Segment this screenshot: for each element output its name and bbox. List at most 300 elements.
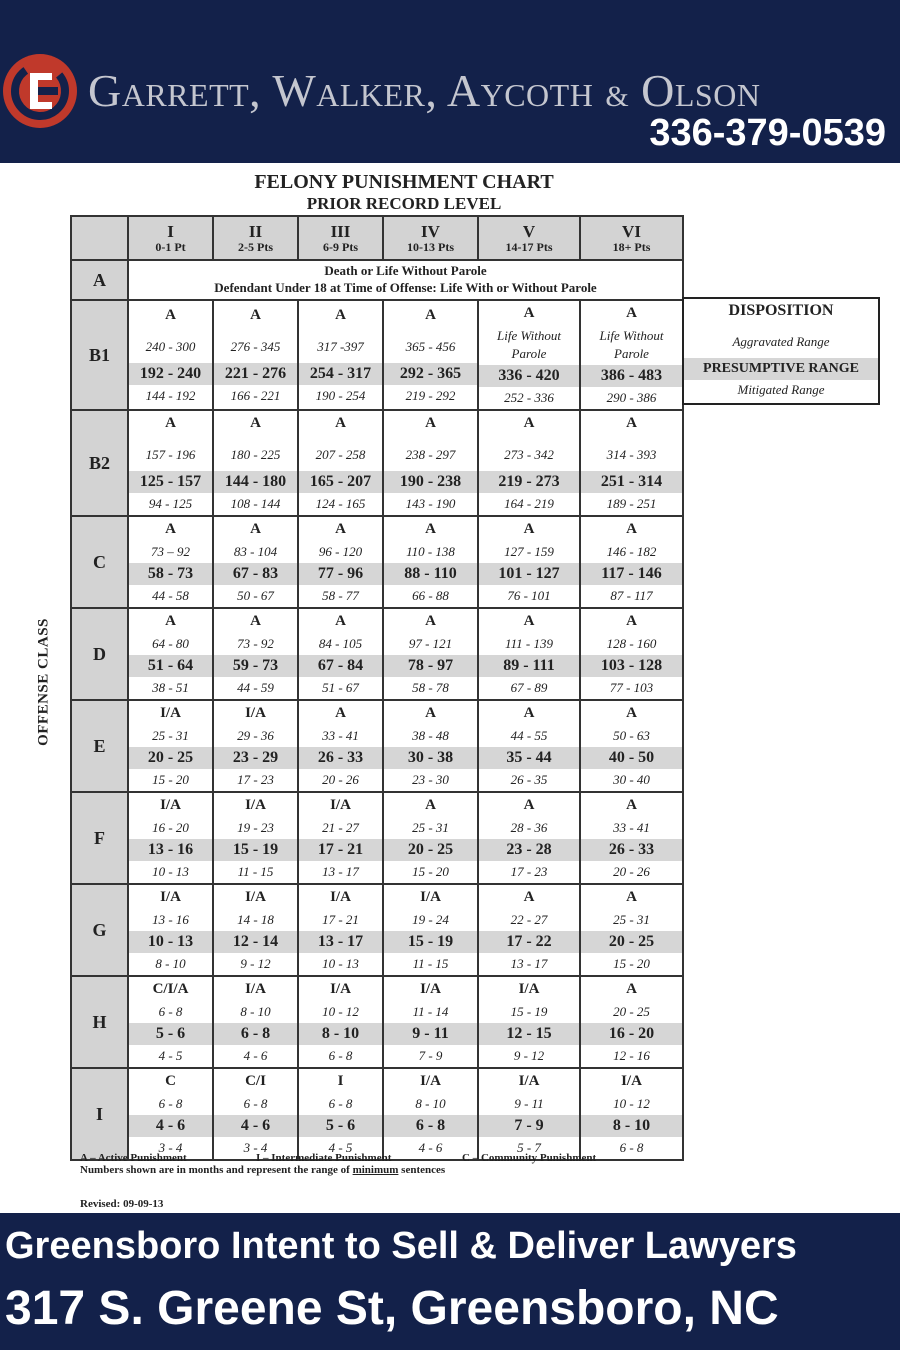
mitigated-range: 20 - 26 [322,772,359,787]
grid-cell [213,884,298,976]
grid-cell [298,700,383,792]
disposition-code: A [425,797,436,813]
offense-row [71,700,683,792]
disposition-code: A [425,307,436,323]
punishment-legend [80,1152,596,1176]
disposition-code: I/A [621,1073,642,1089]
aggravated-range: 44 - 55 [510,728,548,743]
grid-cell [478,516,580,608]
legend-note: Numbers shown are in months and represent the range of minimum sentences [80,1164,446,1176]
grid-cell [128,516,213,608]
life-without-parole [581,325,682,365]
mitigated-range: 5 - 7 [517,1140,541,1155]
firm-name: Garrett, Walker, Aycoth & Olson [88,65,761,116]
aggravated-range: 238 - 297 [405,447,456,462]
chart-title: FELONY PUNISHMENT CHART [254,171,554,193]
mitigated-range: 15 - 20 [613,956,650,971]
offense-row [71,608,683,700]
grid-cell [478,700,580,792]
disposition-code: A [335,705,346,721]
disposition-code: A [165,613,176,629]
legend-intermediate: I – Intermediate Punishment [256,1152,392,1164]
disposition-code: A [523,521,535,537]
presumptive-range: 26 - 33 [581,839,682,861]
presumptive-range: 254 - 317 [299,363,382,385]
mitigated-range: 94 - 125 [148,496,193,511]
footer-tagline: Greensboro Intent to Sell & Deliver Lawyers [5,1225,797,1267]
disposition-code: I/A [518,1073,540,1089]
grid-cell [383,608,478,700]
aggravated-range: 14 - 18 [237,912,274,927]
grid-cell [298,792,383,884]
presumptive-range: 9 - 11 [384,1023,477,1045]
grid-cell [478,792,580,884]
phone-number[interactable]: 336-379-0539 [649,112,886,154]
mitigated-range: 219 - 292 [405,388,456,403]
grid-cell [298,884,383,976]
grid-cell [213,976,298,1068]
disposition-code: A [165,415,176,431]
presumptive-range: 89 - 111 [479,655,579,677]
aggravated-range: 10 - 12 [613,1096,650,1111]
grid-cell [128,976,213,1068]
aggravated-range: 50 - 63 [613,728,650,743]
mitigated-range: 4 - 6 [418,1140,443,1155]
disposition-code: A [523,613,535,629]
mitigated-range: 10 - 13 [152,864,189,879]
grid-cell [298,608,383,700]
aggravated-range: 84 - 105 [318,636,363,651]
grid-cell [383,976,478,1068]
grid-cell [383,410,478,516]
mitigated-range: 11 - 15 [237,864,274,879]
column-header: V 14-17 Pts [478,216,580,260]
grid-cell [383,516,478,608]
mitigated-range: 44 - 59 [237,680,274,695]
mitigated-range: 17 - 23 [237,772,274,787]
aggravated-range: 25 - 31 [412,820,449,835]
grid-cell [213,608,298,700]
presumptive-range: 8 - 10 [581,1115,682,1137]
mitigated-range: 4 - 5 [158,1048,183,1063]
presumptive-range: 144 - 180 [214,471,297,493]
grid-cell [478,300,580,410]
disposition-code: I/A [245,797,266,813]
aggravated-range: 96 - 120 [318,544,363,559]
grid-cell [580,884,683,976]
grid-cell [128,608,213,700]
aggravated-range: 21 - 27 [322,820,359,835]
grid-cell [213,516,298,608]
mitigated-range: 7 - 9 [418,1048,443,1063]
mitigated-range: 190 - 254 [315,388,366,403]
aggravated-range: 276 - 345 [230,339,281,354]
class-label: F [71,792,128,884]
aggravated-range: 25 - 31 [613,912,650,927]
disposition-code: A [626,889,637,905]
offense-row [71,300,683,410]
grid-cell [128,410,213,516]
presumptive-range: 165 - 207 [299,471,382,493]
lwp-line1: Life Without [497,328,561,343]
class-label: G [71,884,128,976]
aggravated-range: 38 - 48 [412,728,449,743]
aggravated-range: 317 -397 [317,339,364,354]
mitigated-range: 10 - 13 [322,956,359,971]
aggravated-range: 29 - 36 [237,728,274,743]
mitigated-range: 76 - 101 [507,588,551,603]
aggravated-range: 128 - 160 [606,636,657,651]
grid-cell [580,792,683,884]
mitigated-range: 23 - 30 [412,772,449,787]
mitigated-range: 3 - 4 [243,1140,268,1155]
presumptive-range-label: PRESUMPTIVE RANGE [684,358,878,380]
aggravated-range: 240 - 300 [145,339,196,354]
mitigated-range: 20 - 26 [613,864,650,879]
mitigated-range: 9 - 12 [513,1048,545,1063]
grid-cell [298,516,383,608]
presumptive-range: 101 - 127 [479,563,579,585]
mitigated-range: 6 - 8 [328,1048,353,1063]
aggravated-range-label: Aggravated Range [732,334,830,349]
aggravated-range: 127 - 159 [504,544,554,559]
disposition-code: A [523,797,535,813]
column-header: II 2-5 Pts [213,216,298,260]
disposition-code: I/A [160,797,181,813]
aggravated-range: 20 - 25 [613,1004,650,1019]
grid-cell [128,1068,213,1160]
grid-cell [383,884,478,976]
aggravated-range: 73 – 92 [151,544,190,559]
disposition-code: A [425,613,436,629]
disposition-code: A [250,613,261,629]
mitigated-range: 38 - 51 [152,680,189,695]
disposition-code: I/A [420,1073,441,1089]
aggravated-range: 6 - 8 [243,1096,268,1111]
mitigated-range: 17 - 23 [510,864,548,879]
grid-cell [383,792,478,884]
mitigated-range: 51 - 67 [322,680,359,695]
aggravated-range: 97 - 121 [408,636,453,651]
mitigated-range: 108 - 144 [230,496,281,511]
presumptive-range: 221 - 276 [214,363,297,385]
mitigated-range: 189 - 251 [606,496,657,511]
aggravated-range: 111 - 139 [505,636,553,651]
presumptive-range: 40 - 50 [581,747,682,769]
site-footer [0,1213,900,1350]
presumptive-range: 8 - 10 [299,1023,382,1045]
mitigated-range: 143 - 190 [405,496,456,511]
mitigated-range: 26 - 35 [510,772,548,787]
presumptive-range: 13 - 17 [299,931,382,953]
presumptive-range: 30 - 38 [384,747,477,769]
disposition-code: A [165,307,176,323]
grid-cell [213,410,298,516]
grid-cell [478,608,580,700]
aggravated-range: 19 - 24 [412,912,449,927]
lwp-line2: Parole [511,346,547,361]
presumptive-range: 16 - 20 [581,1023,682,1045]
grid-cell [478,884,580,976]
mitigated-range: 3 - 4 [158,1140,183,1155]
class-a-row [71,260,683,300]
grid-cell [580,1068,683,1160]
mitigated-range: 77 - 103 [609,680,654,695]
presumptive-range: 4 - 6 [129,1115,212,1137]
presumptive-range: 12 - 15 [479,1023,579,1045]
class-label: E [71,700,128,792]
disposition-legend [682,297,880,405]
disposition-code: C [165,1073,176,1089]
disposition-code: A [335,521,346,537]
offense-row [71,1068,683,1160]
aggravated-range: 8 - 10 [415,1096,446,1111]
aggravated-range: 33 - 41 [322,728,359,743]
disposition-code: I/A [245,889,266,905]
aggravated-range: 11 - 14 [412,1004,449,1019]
presumptive-range: 219 - 273 [479,471,579,493]
chart-subtitle: PRIOR RECORD LEVEL [306,194,502,213]
disposition-code: A [626,705,637,721]
lwp-line2: Parole [614,346,649,361]
mitigated-range-label: Mitigated Range [737,382,825,397]
disposition-code: I/A [330,981,351,997]
grid-cell [213,300,298,410]
presumptive-range: 51 - 64 [129,655,212,677]
aggravated-range: 314 - 393 [606,447,657,462]
presumptive-range: 190 - 238 [384,471,477,493]
offense-row [71,410,683,516]
punishment-grid [70,215,684,1161]
legend-active: A – Active Punishment [80,1152,187,1164]
presumptive-range: 13 - 16 [129,839,212,861]
footer-address: 317 S. Greene St, Greensboro, NC [5,1282,779,1335]
mitigated-range: 58 - 78 [412,680,449,695]
presumptive-range: 67 - 83 [214,563,297,585]
grid-cell [298,976,383,1068]
grid-cell [580,608,683,700]
aggravated-range: 6 - 8 [158,1004,183,1019]
disposition-code: A [250,415,261,431]
aggravated-range: 19 - 23 [237,820,274,835]
disposition-code: I/A [420,981,441,997]
grid-cell [128,700,213,792]
aggravated-range: 146 - 182 [606,544,657,559]
grid-cell [298,300,383,410]
legend-community: C – Community Punishment [462,1152,597,1164]
firm-logo-icon [2,53,78,129]
disposition-code: A [523,415,535,431]
corner-cell [71,216,128,260]
grid-cell [213,1068,298,1160]
disposition-code: A [425,705,436,721]
column-header: III 6-9 Pts [298,216,383,260]
grid-cell [383,700,478,792]
disposition-code: A [626,415,637,431]
disposition-code: A [250,307,261,323]
grid-cell [298,410,383,516]
class-label: B1 [71,300,128,410]
presumptive-range: 88 - 110 [384,563,477,585]
mitigated-range: 144 - 192 [145,388,196,403]
grid-cell [580,976,683,1068]
mitigated-range: 4 - 6 [243,1048,268,1063]
presumptive-range: 59 - 73 [214,655,297,677]
aggravated-range: 10 - 12 [322,1004,359,1019]
mitigated-range: 15 - 20 [412,864,449,879]
disposition-code: A [335,415,346,431]
presumptive-range: 103 - 128 [581,655,682,677]
disposition-code: A [626,613,637,629]
presumptive-range: 20 - 25 [384,839,477,861]
class-label: A [71,260,128,300]
presumptive-range: 15 - 19 [214,839,297,861]
presumptive-range: 6 - 8 [214,1023,297,1045]
aggravated-range: 64 - 80 [152,636,189,651]
presumptive-range: 192 - 240 [129,363,212,385]
disposition-code: A [523,889,535,905]
life-without-parole [479,325,579,365]
mitigated-range: 124 - 165 [315,496,366,511]
disposition-code: I/A [330,797,351,813]
mitigated-range: 58 - 77 [322,588,359,603]
disposition-code: A [626,305,637,321]
presumptive-range: 251 - 314 [581,471,682,493]
class-a-line1: Death or Life Without Parole [324,263,487,279]
presumptive-range: 125 - 157 [129,471,212,493]
mitigated-range: 15 - 20 [152,772,189,787]
grid-cell [478,410,580,516]
presumptive-range: 20 - 25 [581,931,682,953]
disposition-code: A [335,307,346,323]
aggravated-range: 73 - 92 [237,636,274,651]
grid-cell [580,700,683,792]
aggravated-range: 13 - 16 [152,912,189,927]
presumptive-range: 17 - 21 [299,839,382,861]
mitigated-range: 13 - 17 [322,864,359,879]
grid-cell [128,300,213,410]
column-header: IV 10-13 Pts [383,216,478,260]
presumptive-range: 15 - 19 [384,931,477,953]
aggravated-range: 25 - 31 [152,728,189,743]
aggravated-range: 8 - 10 [240,1004,271,1019]
presumptive-range: 12 - 14 [214,931,297,953]
aggravated-range: 157 - 196 [145,447,196,462]
mitigated-range: 9 - 12 [240,956,271,971]
disposition-code: A [425,521,436,537]
disposition-code: A [250,521,261,537]
class-label: D [71,608,128,700]
aggravated-range: 6 - 8 [328,1096,353,1111]
mitigated-range: 12 - 16 [613,1048,650,1063]
aggravated-range: 180 - 225 [230,447,281,462]
disposition-title: DISPOSITION [728,302,834,319]
aggravated-range: 273 - 342 [504,447,554,462]
disposition-code: A [523,305,535,321]
mitigated-range: 166 - 221 [230,388,281,403]
disposition-code: I/A [420,889,441,905]
disposition-code: I [337,1073,344,1089]
offense-row [71,516,683,608]
grid-cell [128,884,213,976]
presumptive-range: 58 - 73 [129,563,212,585]
disposition-code: I/A [160,889,181,905]
presumptive-range: 20 - 25 [129,747,212,769]
presumptive-range: 23 - 28 [479,839,579,861]
column-header: I 0-1 Pt [128,216,213,260]
presumptive-range: 78 - 97 [384,655,477,677]
disposition-code: A [425,415,436,431]
mitigated-range: 67 - 89 [510,680,548,695]
disposition-code: A [523,705,535,721]
offense-class-label: OFFENSE CLASS [35,618,52,746]
aggravated-range: 16 - 20 [152,820,189,835]
grid-cell [383,1068,478,1160]
presumptive-range: 26 - 33 [299,747,382,769]
disposition-code: A [165,521,176,537]
aggravated-range: 15 - 19 [510,1004,548,1019]
disposition-code: I/A [330,889,351,905]
presumptive-range: 5 - 6 [129,1023,212,1045]
mitigated-range: 50 - 67 [237,588,274,603]
presumptive-range: 23 - 29 [214,747,297,769]
class-label: H [71,976,128,1068]
grid-cell [478,1068,580,1160]
class-label: I [71,1068,128,1160]
disposition-code: I/A [245,705,266,721]
aggravated-range: 207 - 258 [315,447,366,462]
presumptive-range: 117 - 146 [581,563,682,585]
presumptive-range: 67 - 84 [299,655,382,677]
class-label: B2 [71,410,128,516]
presumptive-range: 10 - 13 [129,931,212,953]
mitigated-range: 290 - 386 [606,390,657,405]
offense-row [71,792,683,884]
lwp-line1: Life Without [599,328,664,343]
presumptive-range: 292 - 365 [384,363,477,385]
mitigated-range: 252 - 336 [504,390,554,405]
mitigated-range: 44 - 58 [152,588,189,603]
presumptive-range: 5 - 6 [299,1115,382,1137]
aggravated-range: 6 - 8 [158,1096,183,1111]
site-header [0,0,900,163]
mitigated-range: 8 - 10 [155,956,186,971]
disposition-code: A [626,521,637,537]
aggravated-range: 28 - 36 [510,820,548,835]
aggravated-range: 83 - 104 [233,544,278,559]
mitigated-range: 87 - 117 [610,588,653,603]
disposition-code: C/I [245,1073,266,1089]
class-a-cell [128,260,683,300]
aggravated-range: 22 - 27 [510,912,548,927]
grid-cell [213,700,298,792]
presumptive-range: 7 - 9 [479,1115,579,1137]
grid-cell [213,792,298,884]
presumptive-range: 35 - 44 [479,747,579,769]
disposition-code: A [626,981,637,997]
mitigated-range: 4 - 5 [328,1140,353,1155]
column-header: VI 18+ Pts [580,216,683,260]
mitigated-range: 30 - 40 [613,772,650,787]
offense-row [71,884,683,976]
grid-cell [128,792,213,884]
disposition-code: I/A [245,981,266,997]
revised-date: Revised: 09-09-13 [80,1198,164,1210]
aggravated-range: 9 - 11 [514,1096,544,1111]
class-a-line2: Defendant Under 18 at Time of Offense: Life With or Without Parole [214,280,597,295]
grid-cell [298,1068,383,1160]
grid-cell [580,300,683,410]
